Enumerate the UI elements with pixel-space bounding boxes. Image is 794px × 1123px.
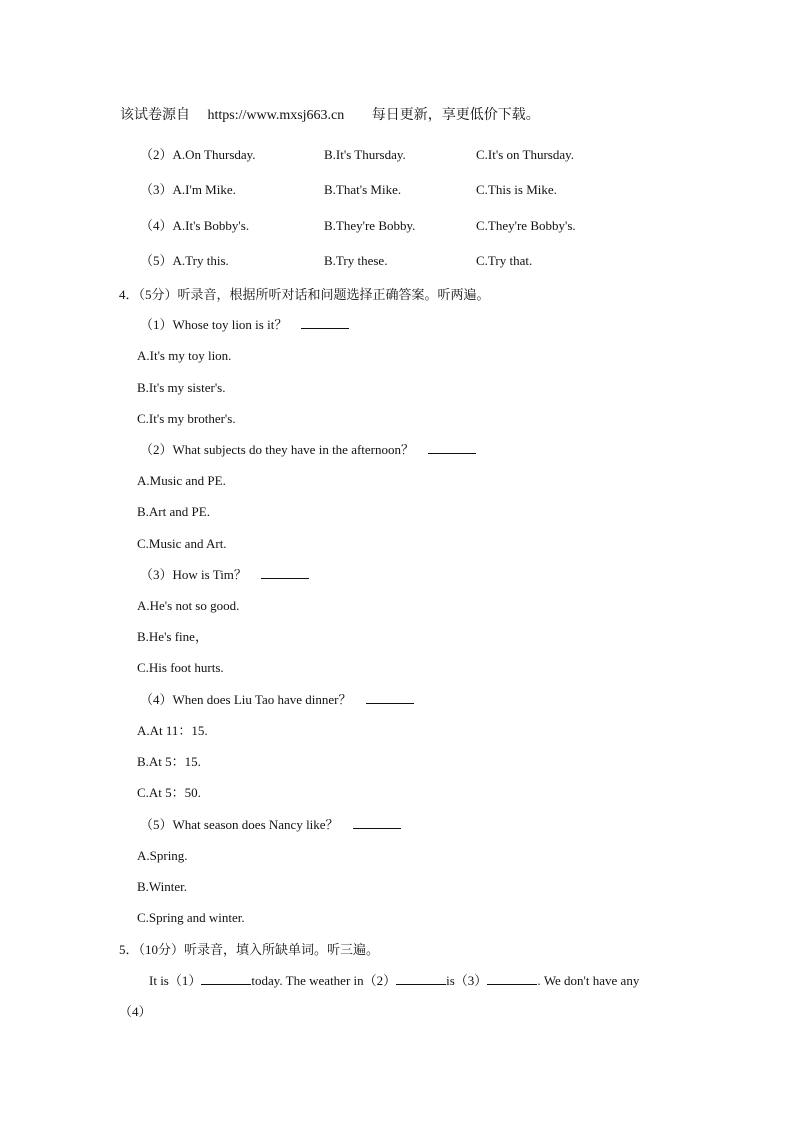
q5-paragraph <box>149 973 639 989</box>
q3-row <box>140 147 256 163</box>
q3-row <box>140 218 249 234</box>
q3-row <box>140 253 229 269</box>
answer-blank[interactable] <box>261 567 309 579</box>
option-b: B.Try these. <box>324 253 388 268</box>
option-b: B.Art and PE. <box>137 504 210 519</box>
paragraph-text: is（3） <box>446 973 488 988</box>
answer-blank-1[interactable] <box>201 973 251 985</box>
option-a: A.Try this. <box>172 253 229 268</box>
option-c: C.At 5：50. <box>137 785 201 800</box>
option-b: B.Winter. <box>137 879 188 894</box>
header-right-text: 每日更新，享更低价下载。 <box>371 108 540 123</box>
option-a: A.It's my toy lion. <box>137 348 232 363</box>
answer-blank[interactable] <box>301 317 349 329</box>
q4-question-1 <box>140 317 349 333</box>
option-c: C.It's on Thursday. <box>476 147 575 162</box>
q3-row-num: （4） <box>140 218 173 233</box>
q3-row-num: （5） <box>140 253 173 268</box>
option-b: B.They're Bobby. <box>324 218 416 233</box>
option-b: B.He's fine， <box>137 629 208 644</box>
option-b: B.At 5：15. <box>137 754 201 769</box>
q4-heading: 4．（5分）听录音，根据所听对话和问题选择正确答案。听两遍。 <box>119 287 490 302</box>
question-text: （3）How is Tim？ <box>140 567 247 582</box>
answer-blank[interactable] <box>366 692 414 704</box>
q3-row <box>140 182 236 198</box>
question-text: （5）What season does Nancy like？ <box>140 817 339 832</box>
option-a: A.He's not so good. <box>137 598 240 613</box>
q4-question-4 <box>140 692 414 708</box>
option-a: A.I'm Mike. <box>172 182 236 197</box>
q3-row-num: （2） <box>140 147 173 162</box>
q3-row-num: （3） <box>140 182 173 197</box>
option-a: A.It's Bobby's. <box>172 218 250 233</box>
answer-blank-3[interactable] <box>487 973 537 985</box>
option-b: B.It's Thursday. <box>324 147 406 162</box>
q5-paragraph-continued: （4） <box>119 1004 152 1019</box>
option-a: A.At 11：15. <box>137 723 208 738</box>
question-text: （2）What subjects do they have in the afternoon？ <box>140 442 415 457</box>
q4-question-2 <box>140 442 476 458</box>
header-source <box>120 108 540 124</box>
q5-heading: 5．（10分）听录音，填入所缺单词。听三遍。 <box>119 942 380 957</box>
paragraph-text: It is（1） <box>149 973 202 988</box>
option-c: C.Music and Art. <box>137 536 227 551</box>
question-text: （4）When does Liu Tao have dinner？ <box>140 692 352 707</box>
q4-question-5 <box>140 817 401 833</box>
option-c: C.They're Bobby's. <box>476 218 576 233</box>
option-a: A.Music and PE. <box>137 473 226 488</box>
option-b: B.That's Mike. <box>324 182 402 197</box>
header-left-text: 该试卷源自 <box>120 108 190 123</box>
option-b: B.It's my sister's. <box>137 380 226 395</box>
option-c: C.Try that. <box>476 253 533 268</box>
option-c: C.His foot hurts. <box>137 660 224 675</box>
answer-blank[interactable] <box>353 817 401 829</box>
option-c: C.This is Mike. <box>476 182 557 197</box>
option-a: A.On Thursday. <box>172 147 256 162</box>
q4-question-3 <box>140 567 309 583</box>
paragraph-text: today. The weather in（2） <box>251 973 397 988</box>
paragraph-text: . We don't have any <box>537 973 640 988</box>
option-c: C.It's my brother's. <box>137 411 236 426</box>
header-url[interactable]: https://www.mxsj663.cn <box>207 108 345 123</box>
answer-blank-2[interactable] <box>396 973 446 985</box>
option-a: A.Spring. <box>137 848 188 863</box>
answer-blank[interactable] <box>428 442 476 454</box>
option-c: C.Spring and winter. <box>137 910 245 925</box>
question-text: （1）Whose toy lion is it？ <box>140 317 288 332</box>
